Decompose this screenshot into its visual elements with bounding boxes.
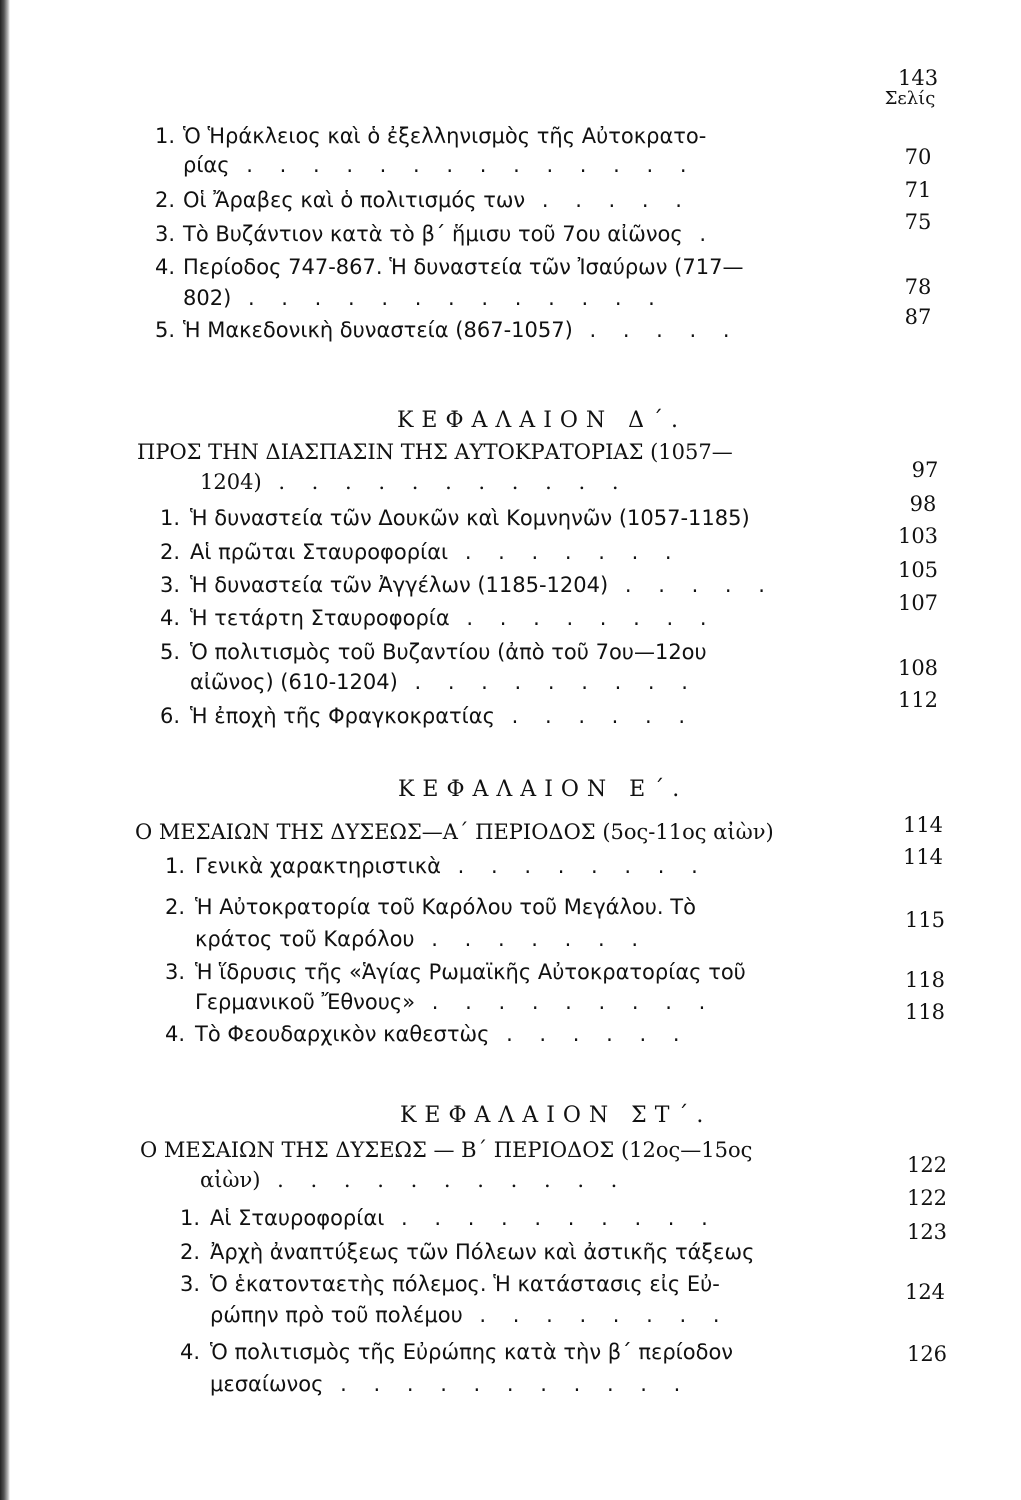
toc-entry-text: Τὸ Βυζάντιον κατὰ τὸ β΄ ἥμισυ τοῦ 7ου αἰῶνος . xyxy=(183,222,717,246)
toc-entry-text: κράτος τοῦ Καρόλου . . . . . . . xyxy=(195,927,649,951)
toc-page-number: 97 xyxy=(911,458,939,482)
toc-entry-number: 5. xyxy=(155,318,176,342)
toc-entry-text: Ἡ τετάρτη Σταυροφορία . . . . . . . . xyxy=(190,606,717,630)
chapter-heading: ΚΕΦΑΛΑΙΟΝ ΣΤ΄. xyxy=(400,1103,712,1128)
toc-entry-number: 4. xyxy=(155,255,176,279)
toc-page-number: 70 xyxy=(904,145,932,169)
toc-page-number: 126 xyxy=(906,1342,948,1366)
toc-entry-number: 5. xyxy=(160,640,181,664)
toc-page-number: 122 xyxy=(906,1153,948,1177)
toc-page-number: 71 xyxy=(904,178,932,202)
toc-entry-text: Ἡ ἐποχὴ τῆς Φραγκοκρατίας . . . . . . xyxy=(190,704,696,728)
toc-entry-number: 2. xyxy=(155,188,176,212)
toc-page-number: 98 xyxy=(909,492,937,516)
chapter-heading: ΚΕΦΑΛΑΙΟΝ Ε΄. xyxy=(398,777,688,802)
toc-entry-number: 2. xyxy=(180,1240,201,1264)
toc-entry-text: Ἡ δυναστεία τῶν Δουκῶν καὶ Κομνηνῶν (1057-1185) xyxy=(190,506,750,530)
chapter-title: Ο ΜΕΣΑΙΩΝ ΤΗΣ ΔΥΣΕΩΣ — Β΄ ΠΕΡΙΟΔΟΣ (12ος—15ος xyxy=(140,1138,753,1162)
toc-entry-text: Ὁ Ἡράκλειος καὶ ὁ ἐξελληνισμὸς τῆς Αὐτοκρατο- xyxy=(183,124,707,148)
toc-page-number: 115 xyxy=(904,908,946,932)
toc-entry-number: 1. xyxy=(165,854,186,878)
toc-page-number: 87 xyxy=(904,305,932,329)
toc-entry-text: ρώπην πρὸ τοῦ πολέμου . . . . . . . . xyxy=(210,1303,730,1327)
chapter-title: ΠΡΟΣ ΤΗΝ ΔΙΑΣΠΑΣΙΝ ΤΗΣ ΑΥΤΟΚΡΑΤΟΡΙΑΣ (1057— xyxy=(137,440,733,464)
toc-entry-text: Αἱ πρῶται Σταυροφορίαι . . . . . . . xyxy=(190,540,682,564)
chapter-title: 1204) . . . . . . . . . . . xyxy=(200,470,629,494)
toc-entry-text: ρίας . . . . . . . . . . . . . . xyxy=(183,153,697,177)
toc-entry-number: 6. xyxy=(160,704,181,728)
toc-entry-text: Ὁ πολιτισμὸς τῆς Εὐρώπης κατὰ τὴν β΄ περίοδον xyxy=(210,1340,734,1364)
toc-page-number: 105 xyxy=(897,558,939,582)
toc-entry-text: αἰῶνος) (610-1204) . . . . . . . . . xyxy=(190,670,698,694)
toc-page-number: 112 xyxy=(897,688,939,712)
page-number: 143 xyxy=(898,66,939,90)
toc-entry-number: 2. xyxy=(165,895,186,919)
toc-entry-text: Γερμανικοῦ Ἔθνους» . . . . . . . . . xyxy=(195,990,716,1014)
toc-entry-text: Ὁ πολιτισμὸς τοῦ Βυζαντίου (ἀπὸ τοῦ 7ου—12ου xyxy=(190,640,707,664)
toc-entry-text: 802) . . . . . . . . . . . . . xyxy=(183,286,665,310)
toc-entry-number: 3. xyxy=(155,222,176,246)
page-column-label: Σελίς xyxy=(884,88,936,109)
toc-entry-number: 4. xyxy=(180,1340,201,1364)
toc-page-number: 108 xyxy=(897,656,939,680)
toc-page-number: 103 xyxy=(897,524,939,548)
chapter-title: αἰὼν) . . . . . . . . . . . xyxy=(200,1168,628,1192)
toc-page-number: 78 xyxy=(904,275,932,299)
toc-entry-text: Γενικὰ χαρακτηριστικὰ . . . . . . . . xyxy=(195,854,708,878)
toc-entry-text: Αἱ Σταυροφορίαι . . . . . . . . . . xyxy=(210,1206,718,1230)
book-binding-edge xyxy=(0,0,10,1500)
toc-entry-number: 3. xyxy=(160,573,181,597)
toc-entry-text: Ἡ Μακεδονικὴ δυναστεία (867-1057) . . . . . xyxy=(183,318,740,342)
toc-page-number: 123 xyxy=(906,1220,948,1244)
chapter-title: Ο ΜΕΣΑΙΩΝ ΤΗΣ ΔΥΣΕΩΣ—Α΄ ΠΕΡΙΟΔΟΣ (5ος-11ος αἰὼν) xyxy=(135,820,774,844)
toc-page-number: 124 xyxy=(904,1280,946,1304)
toc-page-number: 75 xyxy=(904,210,932,234)
toc-entry-number: 3. xyxy=(165,960,186,984)
toc-entry-text: Ἡ Αὐτοκρατορία τοῦ Καρόλου τοῦ Μεγάλου. Τὸ xyxy=(195,895,696,919)
toc-entry-number: 1. xyxy=(160,506,181,530)
chapter-heading: ΚΕΦΑΛΑΙΟΝ Δ΄. xyxy=(397,408,687,433)
toc-page-number: 118 xyxy=(904,968,946,992)
toc-entry-number: 2. xyxy=(160,540,181,564)
toc-entry-text: Ἀρχὴ ἀναπτύξεως τῶν Πόλεων καὶ ἀστικῆς τάξεως xyxy=(210,1240,755,1264)
toc-entry-text: Ὁ ἑκατονταετὴς πόλεμος. Ἡ κατάστασις εἰς Εὐ- xyxy=(210,1272,720,1296)
toc-entry-text: Τὸ Φεουδαρχικὸν καθεστὼς . . . . . . xyxy=(195,1022,690,1046)
toc-page-number: 107 xyxy=(897,591,939,615)
toc-entry-number: 1. xyxy=(155,124,176,148)
toc-entry-number: 1. xyxy=(180,1206,201,1230)
toc-entry-number: 4. xyxy=(165,1022,186,1046)
toc-page-number: 114 xyxy=(902,813,944,837)
toc-entry-number: 3. xyxy=(180,1272,201,1296)
toc-entry-text: Ἡ δυναστεία τῶν Ἀγγέλων (1185-1204) . . . . . xyxy=(190,573,775,597)
toc-entry-text: Οἱ Ἄραβες καὶ ὁ πολιτισμός των . . . . . xyxy=(183,188,692,212)
toc-entry-text: Ἡ ἵδρυσις τῆς «Ἁγίας Ρωμαϊκῆς Αὐτοκρατορίας τοῦ xyxy=(195,960,746,984)
toc-entry-number: 4. xyxy=(160,606,181,630)
toc-page-number: 118 xyxy=(904,1000,946,1024)
toc-page-number: 122 xyxy=(906,1186,948,1210)
toc-page-number: 114 xyxy=(902,845,944,869)
toc-entry-text: Περίοδος 747-867. Ἡ δυναστεία τῶν Ἰσαύρων (717— xyxy=(183,255,744,279)
toc-entry-text: μεσαίωνος . . . . . . . . . . . xyxy=(210,1372,691,1396)
